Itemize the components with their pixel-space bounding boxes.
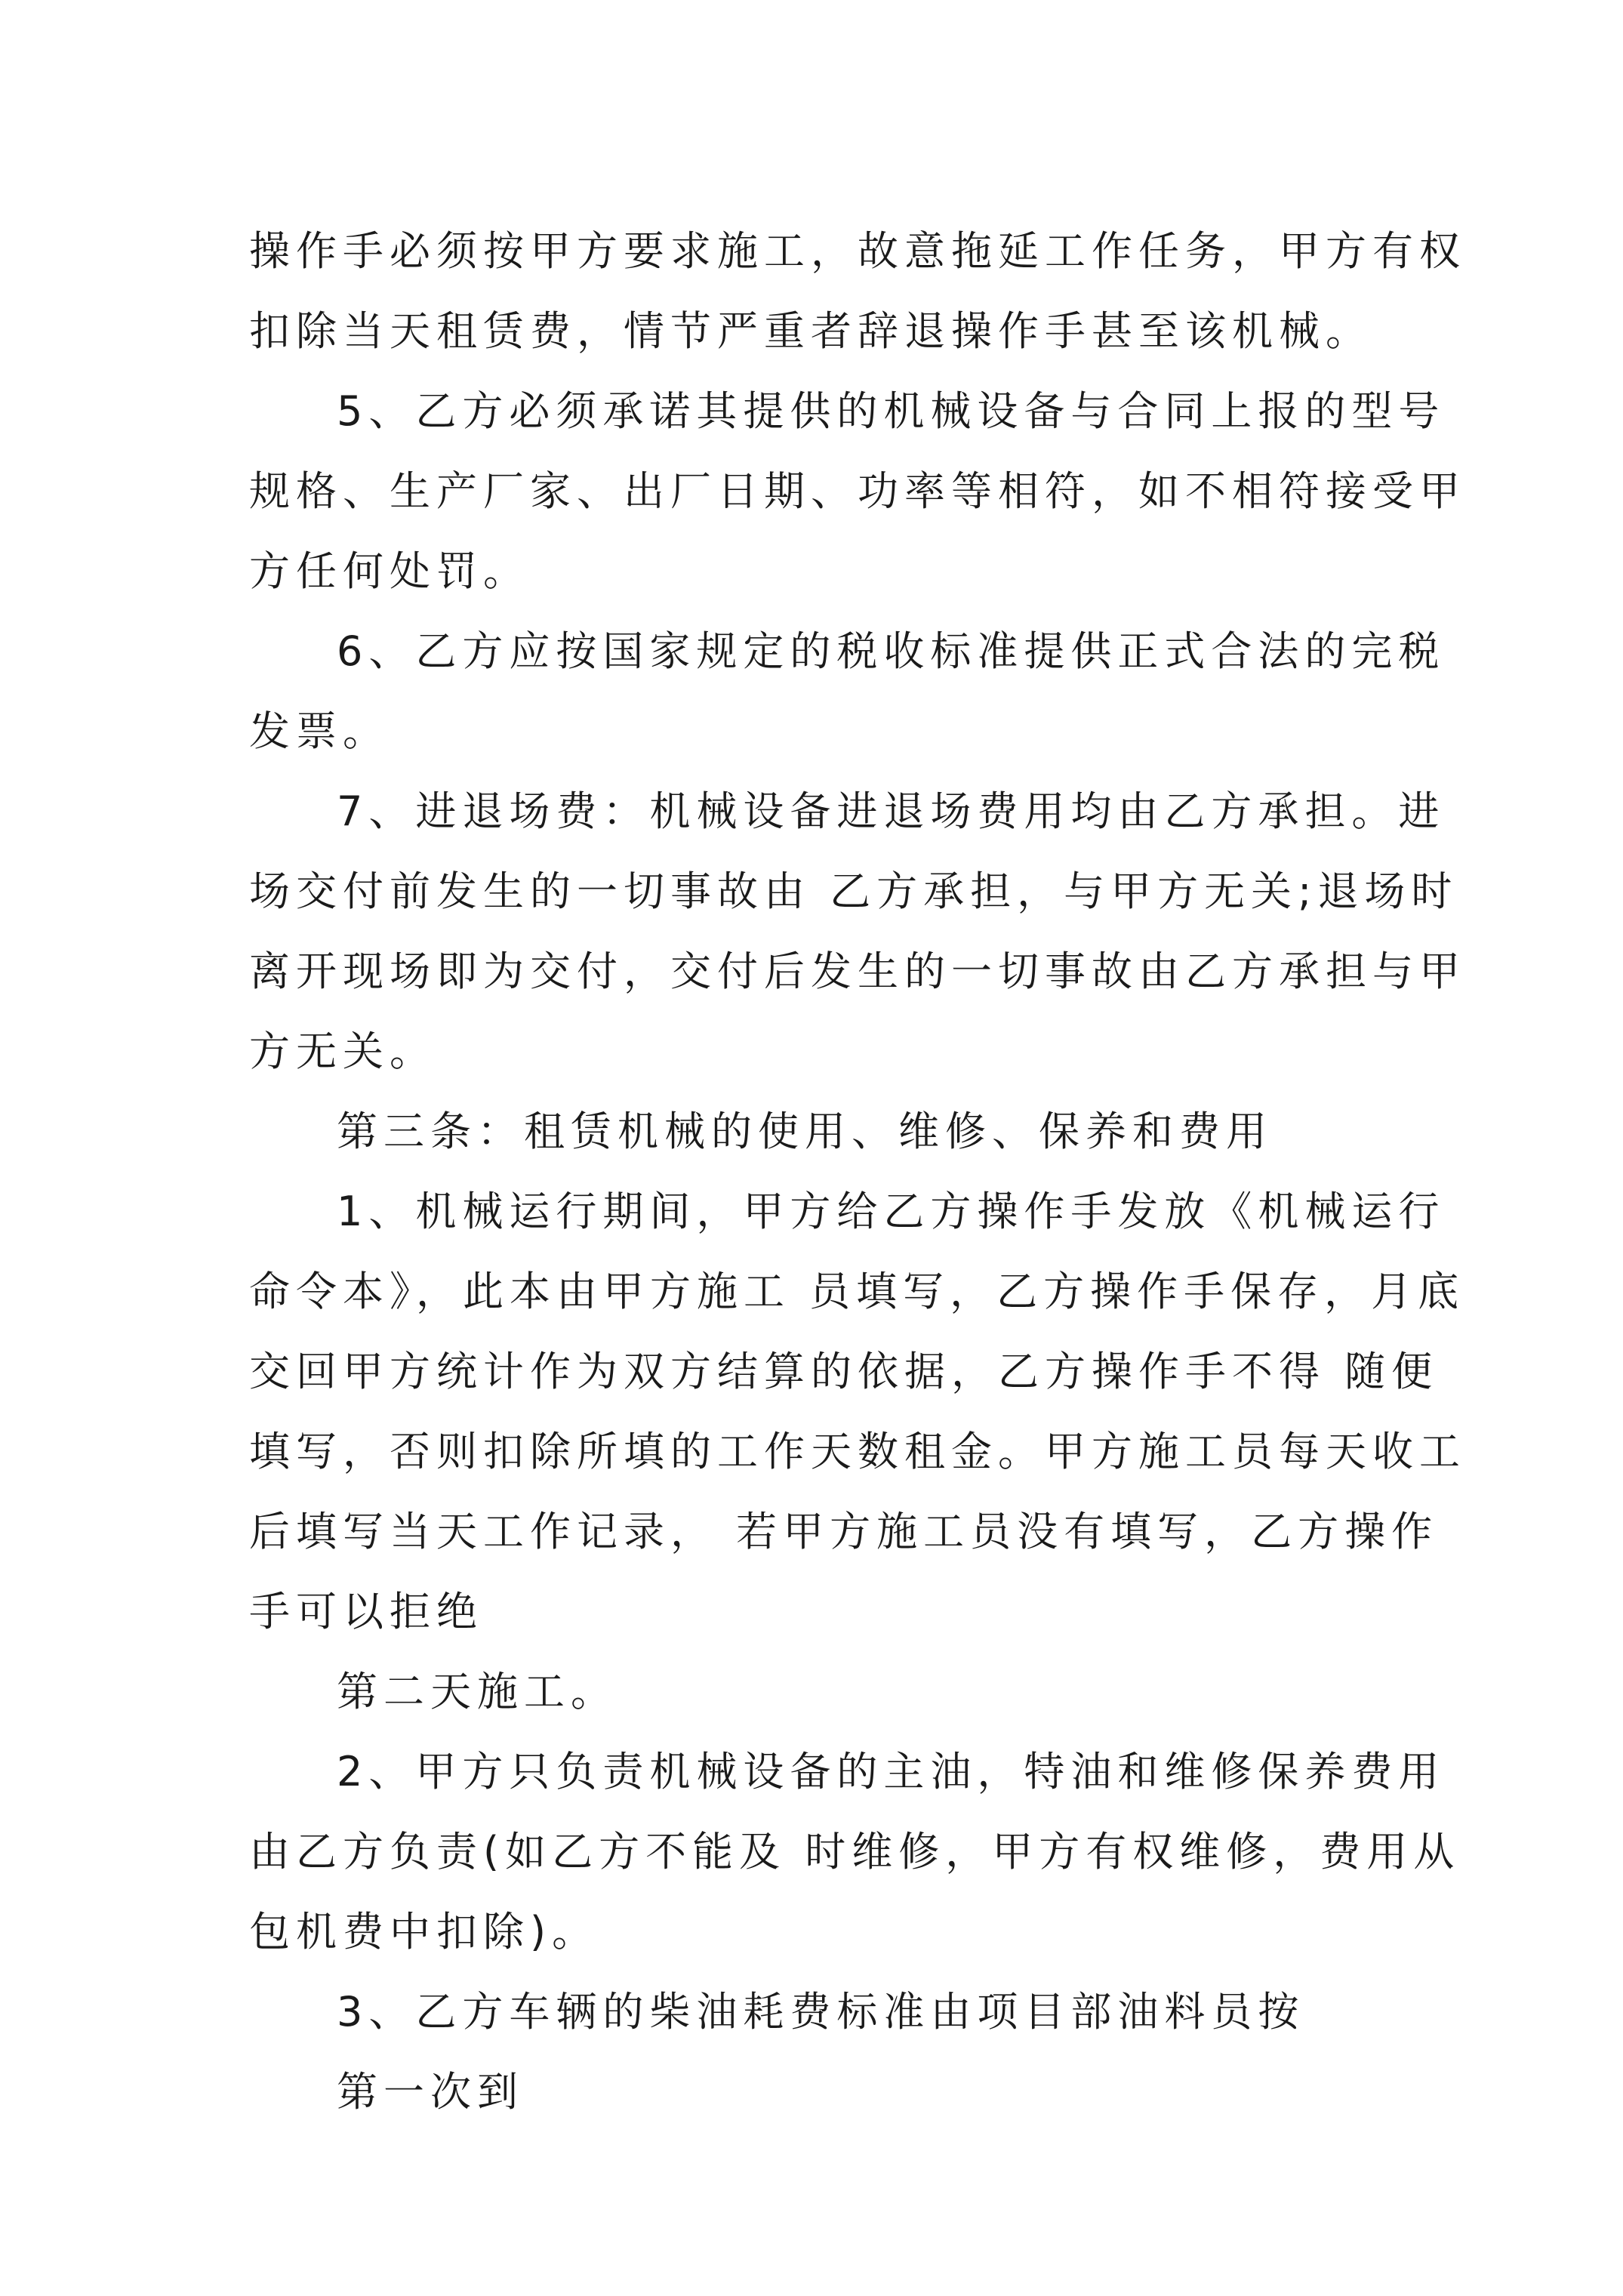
text-line: 方任何处罚。 — [249, 547, 530, 595]
text-line: 方无关。 — [249, 1028, 436, 1075]
text-line: 命令本》，此本由甲方施工 员填写，乙方操作手保存，月底 — [249, 1268, 1465, 1315]
text-line: 包机费中扣除)。 — [249, 1908, 599, 1955]
text-line: 手可以拒绝 — [249, 1588, 483, 1635]
section-heading: 第三条：租赁机械的使用、维修、保养和费用 — [337, 1108, 1273, 1155]
text-line: 1、机械运行期间，甲方给乙方操作手发放《机械运行 — [337, 1188, 1446, 1235]
text-line: 扣除当天租赁费，情节严重者辞退操作手甚至该机械。 — [249, 307, 1372, 355]
text-line: 2、甲方只负责机械设备的主油，特油和维修保养费用 — [337, 1748, 1446, 1795]
text-line: 规格、生产厂家、出厂日期、功率等相符，如不相符接受甲 — [249, 467, 1466, 515]
text-line: 3、乙方车辆的柴油耗费标准由项目部油料员按 — [337, 1988, 1305, 2036]
text-line: 后填写当天工作记录， 若甲方施工员没有填写，乙方操作 — [249, 1508, 1439, 1555]
text-line: 场交付前发生的一切事故由 乙方承担，与甲方无关;退场时 — [249, 868, 1458, 915]
text-line: 7、进退场费：机械设备进退场费用均由乙方承担。进 — [337, 787, 1446, 835]
text-line: 离开现场即为交付，交付后发生的一切事故由乙方承担与甲 — [249, 948, 1466, 995]
text-line: 6、乙方应按国家规定的税收标准提供正式合法的完税 — [337, 627, 1446, 675]
text-line: 操作手必须按甲方要求施工，故意拖延工作任务，甲方有权 — [249, 227, 1466, 275]
document-body — [249, 211, 1466, 2132]
text-line: 5、乙方必须承诺其提供的机械设备与合同上报的型号 — [337, 387, 1446, 435]
text-line: 发票。 — [249, 707, 390, 755]
text-line: 第二天施工。 — [337, 1668, 617, 1715]
text-line: 第一次到 — [337, 2068, 524, 2116]
text-line: 填写，否则扣除所填的工作天数租金。甲方施工员每天收工 — [249, 1428, 1466, 1475]
text-line: 交回甲方统计作为双方结算的依据，乙方操作手不得 随便 — [249, 1348, 1439, 1395]
text-line: 由乙方负责(如乙方不能及 时维修，甲方有权维修，费用从 — [249, 1828, 1461, 1875]
